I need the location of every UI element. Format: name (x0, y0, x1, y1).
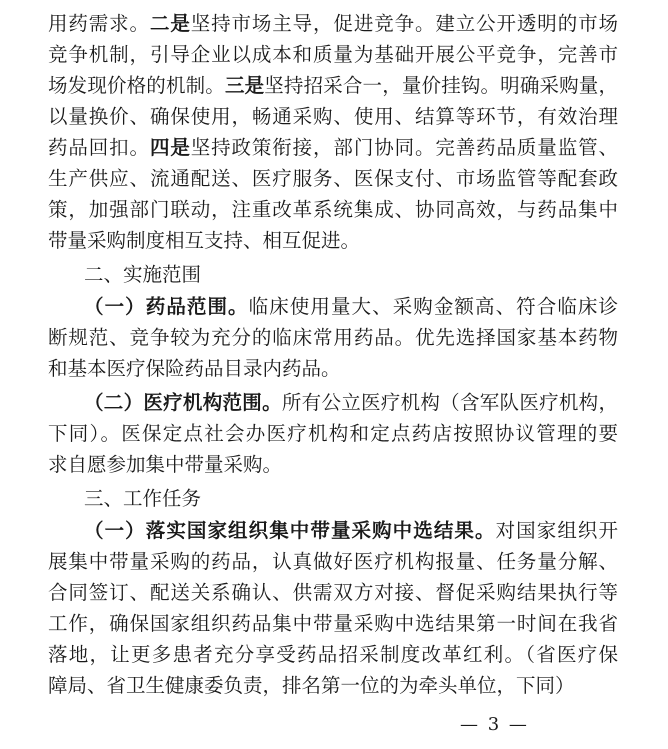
text-run: 药品回扣。 (48, 136, 150, 159)
section-heading-3: 三、工作任务 (84, 487, 202, 510)
body-line (48, 74, 618, 98)
body-line: 展集中带量采购的药品，认真做好医疗机构报量、任务量分解、 (48, 550, 618, 573)
body-line (48, 12, 618, 36)
body-line: 断规范、竞争较为充分的临床常用药品。优先选择国家基本药物 (48, 326, 618, 349)
bold-keyword: 四是 (149, 136, 191, 159)
text-run: 所有公立医疗机构（含军队医疗机构， (281, 391, 618, 414)
text-run: 用药需求。 (48, 12, 150, 35)
body-line (48, 136, 618, 160)
item-title: （二）医疗机构范围。 (84, 391, 282, 414)
item-title: （一）落实国家组织集中带量采购中选结果。 (84, 519, 496, 542)
section-heading-2: 二、实施范围 (84, 263, 202, 286)
body-line: 策，加强部门联动，注重改革系统集成、协同高效，与药品集中 (48, 198, 618, 221)
body-line (84, 295, 618, 319)
page-number: — 3 — (460, 714, 529, 735)
body-line: 工作，确保国家组织药品集中带量采购中选结果第一时间在我省 (48, 612, 618, 635)
text-run: 坚持市场主导，促进竞争。建立公开透明的市场 (190, 12, 618, 35)
body-line: 下同）。医保定点社会办医疗机构和定点药店按照协议管理的要 (48, 422, 618, 445)
text-run: 临床使用量大、采购金额高、符合临床诊 (248, 295, 618, 318)
item-title: （一）药品范围。 (84, 295, 249, 318)
body-line: 带量采购制度相互支持、相互促进。 (48, 229, 361, 252)
body-line (84, 519, 618, 543)
text-run: 场发现价格的机制。 (48, 74, 225, 97)
body-line: 生产供应、流通配送、医疗服务、医保支付、市场监管等配套政 (48, 167, 618, 190)
body-line: 合同签订、配送关系确认、供需双方对接、督促采购结果执行等 (48, 581, 618, 604)
body-line: 和基本医疗保险药品目录内药品。 (48, 357, 341, 380)
body-line: 以量换价、确保使用，畅通采购、使用、结算等环节，有效治理 (48, 105, 618, 128)
body-line: 落地，让更多患者充分享受药品招采制度改革红利。（省医疗保 (48, 643, 618, 666)
text-run: 坚持政策衔接，部门协同。完善药品质量监管、 (190, 136, 618, 159)
bold-keyword: 三是 (224, 74, 265, 97)
text-run: 坚持招采合一，量价挂钩。明确采购量， (264, 74, 618, 97)
body-line: 求自愿参加集中带量采购。 (48, 453, 283, 476)
body-line: 竞争机制，引导企业以成本和质量为基础开展公平竞争，完善市 (48, 43, 618, 66)
bold-keyword: 二是 (149, 12, 191, 35)
text-run: 对国家组织开 (495, 519, 618, 542)
body-line: 障局、省卫生健康委负责，排名第一位的为牵头单位，下同） (48, 674, 575, 697)
body-line (84, 391, 618, 415)
